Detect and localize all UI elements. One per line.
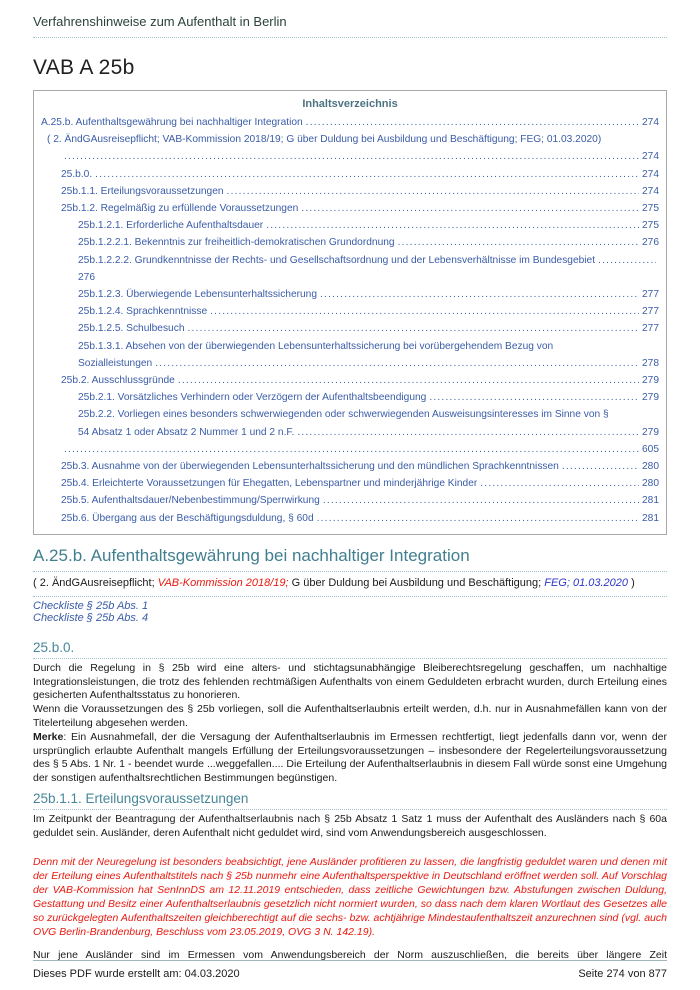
toc-page-number: 275 xyxy=(642,203,659,215)
toc-dot-leader xyxy=(323,492,639,509)
red-note-paragraph: Denn mit der Neuregelung ist besonders beabsichtigt, jene Ausländer profitieren zu lassen, die langfristig geduldet waren und denen mit der Erteilung eines Aufenthaltstitels nach § 25b nunmehr eine Aufenthaltsperspektive in Deutschland eröffnet werden soll. Auf Vorschlag der VAB-Kommission hat SenInnDS am 12.11.2019 entschieden, dass zeitliche Gewichtungen bzw. Abstufungen zwischen Duldung, Gestattung und Besitz einer Aufenthaltserlaubnis gesetzlich nicht normiert wurden, so dass nach dem klaren Wortlaut des Gesetzes alle so zurückgelegten Aufenthaltszeiten gleichberechtigt auf die sechs- bzw. achtjährige Mindestaufenthaltszeit anzurechnen sind (vgl. auch OVG Berlin-Brandenburg, Beschluss vom 23.05.2019, OVG 3 N. 142.19). xyxy=(33,855,667,938)
toc-line[interactable] xyxy=(41,372,659,389)
toc-line[interactable] xyxy=(41,510,659,527)
toc-line-text: 25b.3. Ausnahme von der überwiegenden Lebensunterhaltssicherung und den mündlichen Sprachkenntnissen xyxy=(61,461,559,473)
toc-line-text: 25b.1.2.2.1. Bekenntnis zur freiheitlich-demokratischen Grundordnung xyxy=(78,237,395,249)
meta-text-middle: G über Duldung bei Ausbildung und Beschäftigung; xyxy=(288,576,545,589)
toc-line[interactable] xyxy=(41,355,659,372)
merke-text: : Ein Ausnahmefall, der die Versagung der Aufenthaltserlaubnis im Ermessen rechtfertigt, liegt jedenfalls dann vor, wenn der ursprünglich erlaubte Aufenthalt mangels Erfüllung der Erteilungsvoraussetzungen – insbesondere der Regelerteilungsvoraussetzung des § 5 Abs. 1 Nr. 1 - beendet wurde ...weggefallen.... Die Erteilung der Aufenthaltserlaubnis in diesem Fall würde sonst eine Umgehung der sonstigen aufenthaltsrechtlichen Bestimmungen begünstigen. xyxy=(33,730,667,785)
toc-line[interactable] xyxy=(41,389,659,406)
toc-page-number: 277 xyxy=(642,323,659,335)
toc-line[interactable] xyxy=(41,424,659,441)
merke-label: Merke xyxy=(33,730,64,743)
toc-line[interactable] xyxy=(41,492,659,509)
toc-page-number: 279 xyxy=(642,392,659,404)
checkliste-links xyxy=(33,600,667,625)
toc-line-text: 25b.1.2.2.2. Grundkenntnisse der Rechts- und Gesellschaftsordnung und der Lebensverhältnisse im Bundesgebiet xyxy=(78,254,596,266)
toc-line[interactable] xyxy=(41,148,659,165)
toc-dot-leader xyxy=(227,183,639,200)
toc-line-text: A.25.b. Aufenthaltsgewährung bei nachhaltiger Integration xyxy=(41,117,303,128)
subsection-heading-25b0: 25.b.0. xyxy=(33,640,667,659)
toc-page-number: 274 xyxy=(642,151,659,163)
footer-created-date: Dieses PDF wurde erstellt am: 04.03.2020 xyxy=(33,968,240,980)
toc-dot-leader xyxy=(398,234,639,251)
toc-line[interactable] xyxy=(41,234,659,251)
toc-line[interactable] xyxy=(41,475,659,492)
toc-page-number: 280 xyxy=(642,478,659,490)
toc-page-number: 280 xyxy=(642,461,659,473)
toc-line-text: 25.b.0. xyxy=(61,168,93,180)
toc-dot-leader xyxy=(187,320,639,337)
toc-dot-leader xyxy=(64,148,639,165)
toc-dot-leader xyxy=(301,200,639,217)
toc-line[interactable] xyxy=(41,200,659,217)
toc-page-number: 279 xyxy=(642,375,659,387)
toc-line[interactable] xyxy=(41,114,659,131)
toc-dot-leader xyxy=(598,252,656,269)
paragraph-25b0-merke xyxy=(33,731,667,786)
toc-line-text: 25b.2.1. Vorsätzliches Verhindern oder Verzögern der Aufenthaltsbeendigung xyxy=(78,392,427,404)
meta-text-close: ) xyxy=(628,576,635,589)
toc-dot-leader xyxy=(320,286,639,303)
toc-line-text: 276 xyxy=(78,271,95,283)
toc-line-text: Sozialleistungen xyxy=(78,357,153,369)
toc-line-text: 25b.1.2.3. Überwiegende Lebensunterhaltssicherung xyxy=(78,289,318,301)
toc-page-number: 274 xyxy=(642,168,659,180)
toc-dot-leader xyxy=(480,475,639,492)
toc-line-text: 25b.1.2. Regelmäßig zu erfüllende Voraussetzungen xyxy=(61,203,299,215)
paragraph-25b0-2: Wenn die Voraussetzungen des § 25b vorliegen, soll die Aufenthaltserlaubnis erteilt werden, d.h. nur in Ausnahmefällen kann von der Titelerteilung abgesehen werden. xyxy=(33,703,667,730)
toc-line[interactable] xyxy=(41,183,659,200)
paragraph-25b11-1: Im Zeitpunkt der Beantragung der Aufenthaltserlaubnis nach § 25b Absatz 1 Satz 1 muss der Aufenthalt des Ausländers nach § 60a geduldet sein. Ausländer, deren Aufenthalt nicht geduldet wird, sind vom Anwendungsbereich ausgeschlossen. xyxy=(33,813,667,839)
toc-page-number: 274 xyxy=(642,117,659,128)
toc-title: Inhaltsverzeichnis xyxy=(302,98,398,110)
toc-line[interactable] xyxy=(41,338,659,355)
toc-line-text: 25b.6. Übergang aus der Beschäftigungsduldung, § 60d xyxy=(61,512,314,524)
toc-dot-leader xyxy=(266,217,639,234)
section-meta-line xyxy=(33,572,667,597)
toc-page-number: 277 xyxy=(642,306,659,318)
toc-line[interactable] xyxy=(41,458,659,475)
toc-line-text: 25b.5. Aufenthaltsdauer/Nebenbestimmung/Sperrwirkung xyxy=(61,495,320,507)
toc-dot-leader xyxy=(562,458,639,475)
toc-page-number: 605 xyxy=(642,443,659,455)
toc-line-text: 25b.1.2.4. Sprachkenntnisse xyxy=(78,306,208,318)
toc-dot-leader xyxy=(210,303,639,320)
toc-line-text: 25b.1.2.1. Erforderliche Aufenthaltsdauer xyxy=(78,220,264,232)
toc-line[interactable] xyxy=(41,406,659,423)
toc-line[interactable] xyxy=(41,441,659,458)
document-header xyxy=(33,10,667,38)
meta-text-open: ( 2. ÄndGAusreisepflicht; xyxy=(33,576,158,589)
toc-line[interactable] xyxy=(41,320,659,337)
footer-page-number: Seite 274 von 877 xyxy=(578,968,667,980)
checkliste-link[interactable]: Checkliste § 25b Abs. 4 xyxy=(33,612,149,625)
toc-line[interactable] xyxy=(41,303,659,320)
toc-line-text: ( 2. ÄndGAusreisepflicht; VAB-Kommission 2018/19; G über Duldung bei Ausbildung und Beschäftigung; FEG; 01.03.2020) xyxy=(47,134,602,146)
toc-dot-leader xyxy=(155,355,639,372)
document-header-title: Verfahrenshinweise zum Aufenthalt in Berlin xyxy=(33,14,287,29)
toc-dot-leader xyxy=(429,389,639,406)
toc-page-number: 276 xyxy=(642,237,659,249)
toc-page-number: 275 xyxy=(642,220,659,232)
toc-line[interactable] xyxy=(41,286,659,303)
toc-line[interactable] xyxy=(41,166,659,183)
toc-line-text: 25b.1.2.5. Schulbesuch xyxy=(78,323,185,335)
toc-line[interactable] xyxy=(41,269,659,286)
toc-line-text: 25b.2. Ausschlussgründe xyxy=(61,375,175,387)
meta-law-link[interactable]: FEG; 01.03.2020 xyxy=(544,576,629,589)
paragraph-25b0-1: Durch die Regelung in § 25b wird eine alters- und stichtagsunabhängige Bleiberechtsregelung geschaffen, um nachhaltige Integrationsleistungen, die trotz des fehlenden rechtmäßigen Aufenthalts von einem Geduldeten erbracht wurden, durch Erteilung eines gesicherten Aufenthaltsstatus zu honorieren. xyxy=(33,661,667,702)
toc-line-text: 54 Absatz 1 oder Absatz 2 Nummer 1 und 2 n.F. xyxy=(78,426,295,438)
toc-dot-leader xyxy=(306,114,639,131)
toc-dot-leader xyxy=(64,441,639,458)
toc-page-number: 274 xyxy=(642,185,659,197)
page-title: VAB A 25b xyxy=(33,56,135,79)
toc-line-text: 25b.4. Erleichterte Voraussetzungen für Ehegatten, Lebenspartner und minderjährige Kinder xyxy=(61,478,478,490)
toc-line[interactable] xyxy=(41,217,659,234)
toc-dot-leader xyxy=(317,510,639,527)
toc-page-number: 281 xyxy=(642,512,659,524)
toc-page-number: 277 xyxy=(642,289,659,301)
subsection-heading-25b11: 25b.1.1. Erteilungsvoraussetzungen xyxy=(33,791,667,810)
toc-line[interactable] xyxy=(41,131,659,148)
toc-line-text: 25b.1.3.1. Absehen von der überwiegenden Lebensunterhaltssicherung bei vorübergehendem Bezug von xyxy=(78,340,554,352)
toc-dot-leader xyxy=(178,372,639,389)
toc-page-number: 281 xyxy=(642,495,659,507)
toc-page-number: 279 xyxy=(642,426,659,438)
toc-line-text: 25b.1.1. Erteilungsvoraussetzungen xyxy=(61,185,224,197)
meta-commission-note: VAB-Kommission 2018/19; xyxy=(157,576,289,589)
toc-list xyxy=(41,114,659,527)
toc-dot-leader xyxy=(297,424,639,441)
checkliste-link[interactable]: Checkliste § 25b Abs. 1 xyxy=(33,599,149,612)
toc-line[interactable] xyxy=(41,252,659,269)
page-footer xyxy=(33,960,667,980)
section-heading-a25b: A.25.b. Aufenthaltsgewährung bei nachhaltiger Integration xyxy=(33,546,667,572)
paragraph-25b11-2-cutoff: Nur jene Ausländer sind im Ermessen vom Anwendungsbereich der Norm auszuschließen, die bereits über längere Zeit xyxy=(33,948,667,961)
toc-line-text: 25b.2.2. Vorliegen eines besonders schwerwiegenden oder schwerwiegenden Ausweisungsinteresses im Sinne von § xyxy=(78,409,609,421)
toc-dot-leader xyxy=(95,166,639,183)
toc-page-number: 278 xyxy=(642,357,659,369)
table-of-contents xyxy=(33,90,667,535)
